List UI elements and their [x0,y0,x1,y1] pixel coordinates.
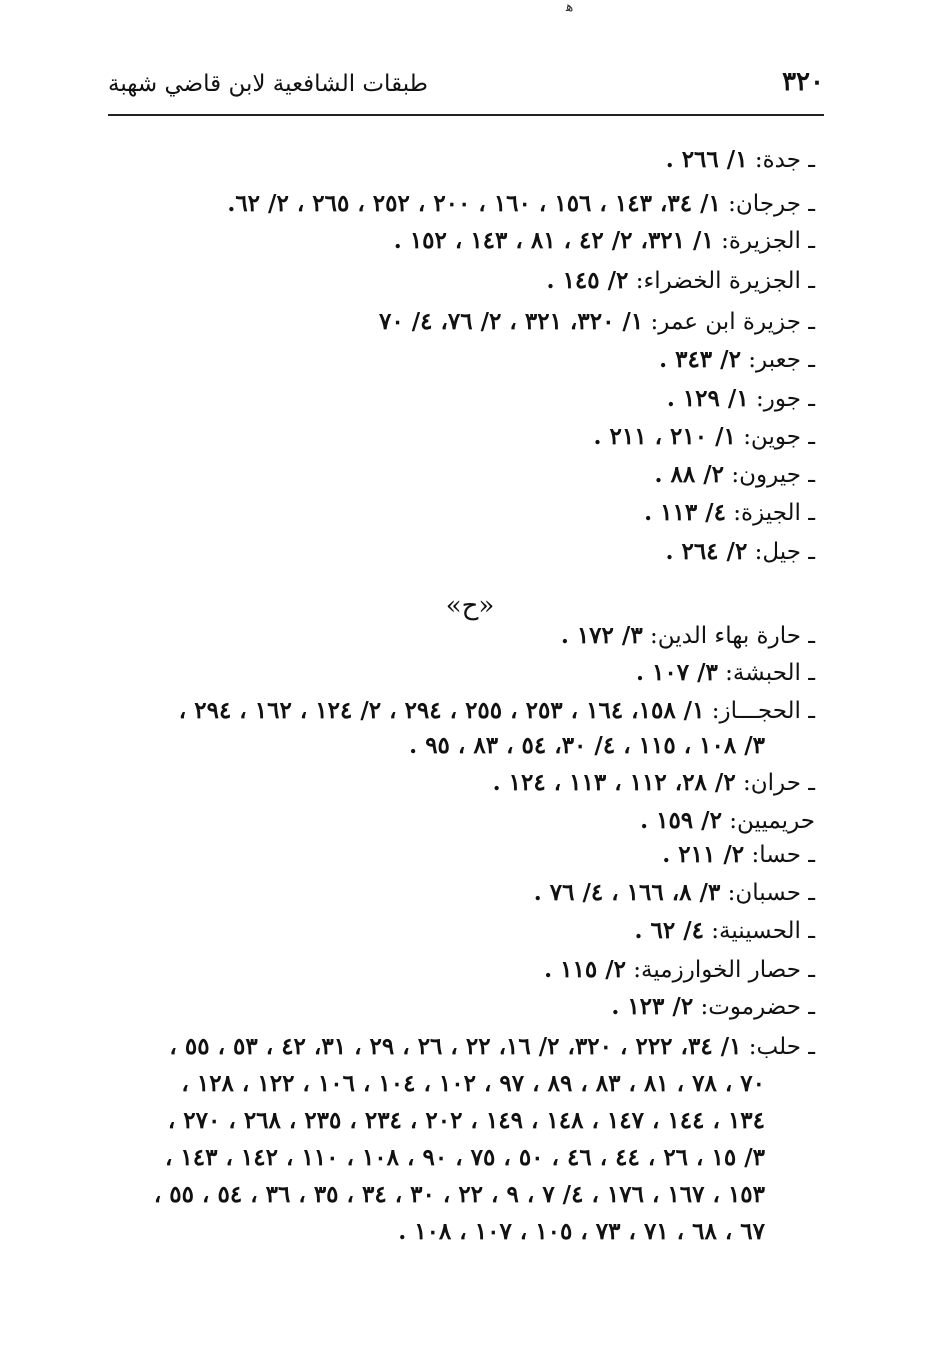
entry-refs: ١/ ٢١٠ ، ٢١١ . [593,423,736,450]
entry-refs: ٢/ ٢١١ . [662,841,745,868]
entry-refs: ٣/ ١٠٨ ، ١١٥ ، ٤/ ٣٠، ٥٤ ، ٨٣ ، ٩٥ . [409,732,765,759]
entry-label: ـ جدة: [754,147,815,173]
entry-refs: ١/ ٣٤، ١٤٣ ، ١٥٦ ، ١٦٠ ، ٢٠٠ ، ٢٥٢ ، ٢٦٥ ، ٢/ ٦٢. [227,190,721,217]
entry-refs: ١/ ١٢٩ . [666,385,749,412]
entry-label: ـ الحسينية: [711,918,815,944]
index-entry [544,953,815,987]
entry-refs: ١/ ٢٦٦ . [665,146,748,173]
index-entry [640,804,815,838]
entry-refs: ٢/ ٨٨ . [654,461,725,488]
entry-label: ـ جرجان: [728,191,815,217]
entry-refs: ٢/ ١٢٣ . [611,993,694,1020]
entry-label: ـ حسا: [751,842,815,868]
entry-refs: ١/ ٣٢١، ٢/ ٤٢ ، ٨١ ، ١٤٣ ، ١٥٢ . [393,227,714,254]
entry-label: ـ جور: [755,386,815,412]
entry-label: ـ حضرموت: [700,994,815,1020]
index-entry [493,766,815,800]
index-entry [655,458,815,492]
entry-refs: ٤/ ١١٣ . [644,499,726,526]
index-entry [534,876,815,910]
page-header [108,66,824,106]
index-entry [667,382,815,416]
index-entry [169,1030,815,1064]
entry-label: ـ جيرون: [731,462,815,488]
index-entry-continuation [168,1104,765,1138]
entry-refs: ٢/ ١٥٩ . [640,807,722,834]
index-entry-continuation [409,729,765,763]
entry-label: ـ حران: [743,770,815,796]
entry-label: حريميين: [729,808,815,834]
entry-refs: ٣/ ٨، ١٦٦ ، ٤/ ٧٦ . [533,879,721,906]
index-entry [665,535,815,569]
entry-label: ـ جوين: [743,424,815,450]
entry-label: ـ جزيرة ابن عمر: [650,309,815,335]
entry-refs: ١/ ٣٢٠، ٣٢١ ، ٢/ ٧٦، ٤/ ٧٠ [378,308,644,335]
entry-refs: ١/ ٣٤، ٢٢٢ ، ٣٢٠، ٢/ ١٦، ٢٢ ، ٢٦ ، ٢٩ ، ٣١، ٤٢ ، ٥٣ ، ٥٥ ، [169,1033,742,1060]
entry-label: ـ حصار الخوارزمية: [633,957,815,983]
index-entry [666,143,815,177]
index-entry [547,264,815,298]
index-entry [379,305,815,339]
entry-refs: ٣/ ١٥ ، ٢٦ ، ٤٤ ، ٤٦ ، ٥٠ ، ٧٥ ، ٩٠ ، ١٠٨ ، ١١٠ ، ١٤٢ ، ١٤٣ ، [164,1144,765,1171]
entry-label: ـ الجزيرة: [721,228,815,254]
entry-refs: ٢/ ١٤٥ . [546,267,629,294]
entry-label: ـ حسبان: [727,880,815,906]
header-rule [108,114,824,116]
page-number: ٣٢٠ [782,67,824,97]
entry-refs: ٣/ ١٠٧ . [635,659,718,686]
index-entry-continuation [165,1141,765,1175]
entry-label: ـ الجيزة: [733,500,815,526]
index-entry [561,619,815,653]
entry-refs: ٢/ ٣٤٣ . [659,346,741,373]
entry-refs: ٦٧ ، ٦٨ ، ٧١ ، ٧٣ ، ١٠٥ ، ١٠٧ ، ١٠٨ . [398,1218,765,1245]
index-entry [659,343,815,377]
top-ink-mark: ﻫ [566,0,574,15]
entry-refs: ٧٠ ، ٧٨ ، ٨١ ، ٨٣ ، ٨٩ ، ٩٧ ، ١٠٢ ، ١٠٤ ، ١٠٦ ، ١٢٢ ، ١٢٨ ، [181,1070,765,1097]
entry-label: ـ الحبشة: [725,660,815,686]
entry-label: ـ الحجـــاز: [711,698,815,724]
index-entry [636,656,815,690]
entry-refs: ٢/ ٢٨، ١١٢ ، ١١٣ ، ١٢٤ . [492,769,736,796]
index-entry-continuation [154,1178,765,1212]
index-entry [394,224,815,258]
entry-refs: ٤/ ٦٢ . [634,917,704,944]
index-entry [227,187,815,221]
running-title: طبقات الشافعية لابن قاضي شهبة [108,71,428,97]
entry-refs: ١٥٣ ، ١٦٧ ، ١٧٦ ، ٤/ ٧ ، ٩ ، ٢٢ ، ٣٠ ، ٣٤ ، ٣٥ ، ٣٦ ، ٥٤ ، ٥٥ ، [153,1181,765,1208]
index-entry [594,420,816,454]
entry-label: ـ حلب: [748,1034,815,1060]
entry-refs: ٢/ ٢٦٤ . [665,538,748,565]
entry-label: ـ حارة بهاء الدين: [649,623,815,649]
index-entry [611,990,815,1024]
index-entry-continuation [181,1067,765,1101]
index-entry [662,838,815,872]
entry-refs: ١٣٤ ، ١٤٤ ، ١٤٧ ، ١٤٨ ، ١٤٩ ، ٢٠٢ ، ٢٣٤ ، ٢٣٥ ، ٢٦٨ ، ٢٧٠ ، [167,1107,765,1134]
index-entry [179,694,815,728]
entry-label: ـ الجزيرة الخضراء: [635,268,815,294]
section-letter-heading: «ح» [445,591,495,621]
entry-refs: ١/ ١٥٨، ١٦٤ ، ٢٥٣ ، ٢٥٥ ، ٢٩٤ ، ٢/ ١٢٤ ، ١٦٢ ، ٢٩٤ ، [178,697,705,724]
index-entry [644,496,815,530]
index-entry [634,914,815,948]
entry-refs: ٣/ ١٧٢ . [560,622,643,649]
entry-refs: ٢/ ١١٥ . [544,956,626,983]
entry-label: ـ جيل: [754,539,815,565]
entry-label: ـ جعبر: [748,347,815,373]
index-entry-continuation [398,1215,765,1249]
